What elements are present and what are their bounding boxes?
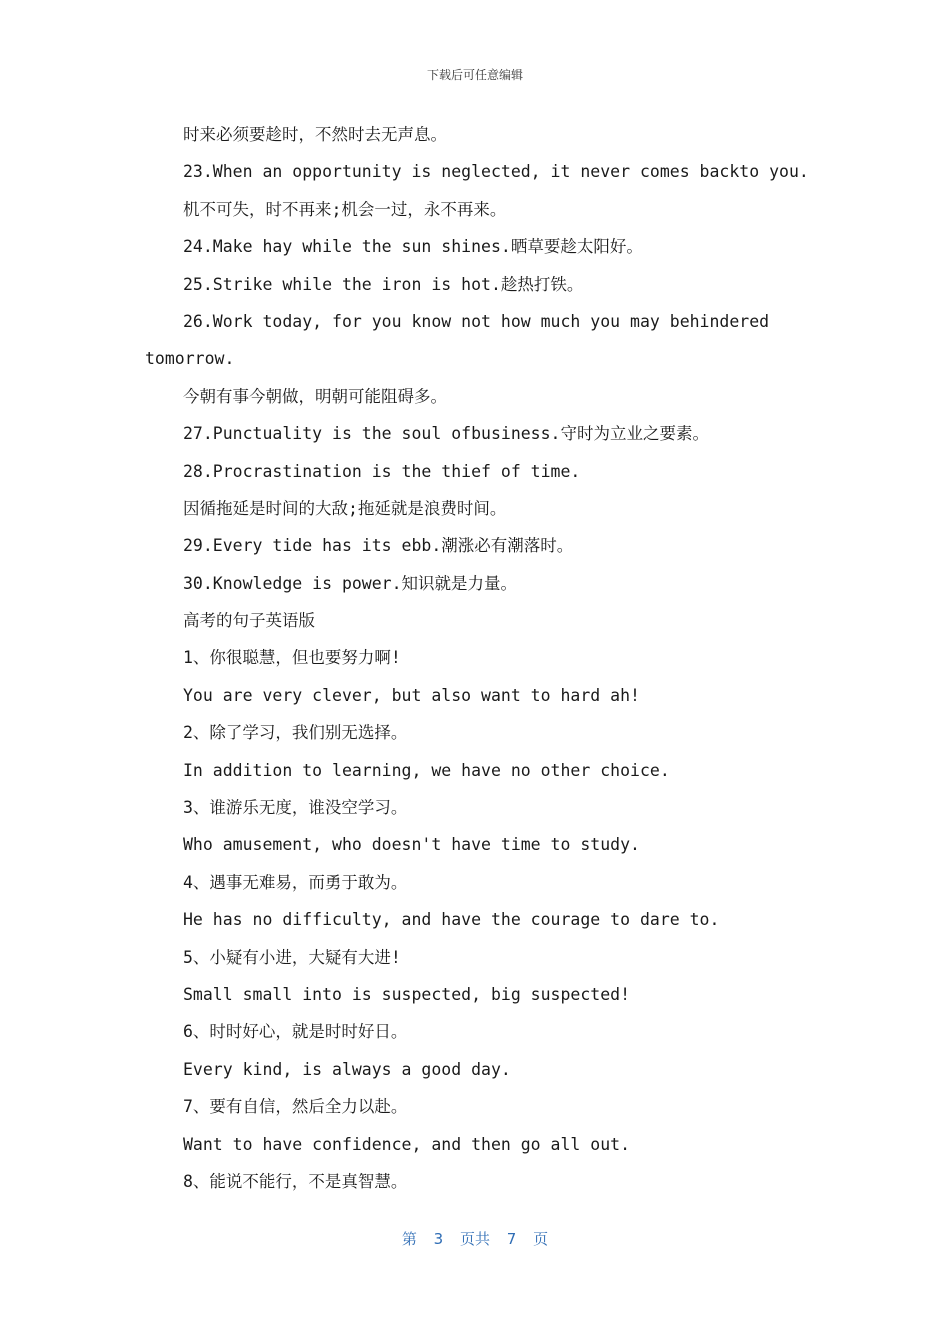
text-line: 23.When an opportunity is neglected, it never comes backto you. bbox=[183, 162, 809, 182]
text-line: 8、能说不能行，不是真智慧。 bbox=[183, 1171, 408, 1191]
footer-label-ye: 页 bbox=[533, 1230, 549, 1248]
text-line: 7、要有自信，然后全力以赴。 bbox=[183, 1097, 408, 1117]
text-line: Who amusement, who doesn't have time to study. bbox=[183, 835, 640, 855]
text-line: You are very clever, but also want to hard ah! bbox=[183, 685, 640, 705]
text-line: 24.Make hay while the sun shines.晒草要趁太阳好。 bbox=[183, 237, 643, 257]
text-line: 高考的句子英语版 bbox=[183, 611, 315, 631]
text-line: 3、谁游乐无度，谁没空学习。 bbox=[183, 798, 408, 818]
text-line: Small small into is suspected, big suspected! bbox=[183, 984, 631, 1004]
document-body bbox=[0, 116, 950, 1200]
text-line: 5、小疑有小进，大疑有大进! bbox=[183, 947, 401, 967]
footer-label-di: 第 bbox=[401, 1230, 417, 1248]
current-page-number: 3 bbox=[433, 1230, 444, 1248]
text-line: 时来必须要趁时，不然时去无声息。 bbox=[183, 125, 447, 144]
text-line: 1、你很聪慧，但也要努力啊! bbox=[183, 648, 401, 668]
text-line: Want to have confidence, and then go all out. bbox=[183, 1134, 631, 1154]
text-line: 27.Punctuality is the soul ofbusiness.守时为立业之要素。 bbox=[183, 424, 709, 444]
footer-label-ye-gong: 页共 bbox=[459, 1230, 490, 1248]
text-line: He has no difficulty, and have the courage to dare to. bbox=[183, 910, 720, 930]
text-line: 30.Knowledge is power.知识就是力量。 bbox=[183, 573, 518, 593]
text-line: In addition to learning, we have no other choice. bbox=[183, 760, 670, 780]
text-line: Every kind, is always a good day. bbox=[183, 1059, 511, 1079]
total-page-count: 7 bbox=[506, 1230, 517, 1248]
text-line: tomorrow. bbox=[145, 349, 235, 369]
text-line: 6、时时好心，就是时时好日。 bbox=[183, 1022, 408, 1042]
text-line: 今朝有事今朝做，明朝可能阻碍多。 bbox=[183, 386, 447, 406]
text-line: 29.Every tide has its ebb.潮涨必有潮落时。 bbox=[183, 536, 574, 556]
page-footer bbox=[0, 1228, 950, 1249]
text-line: 25.Strike while the iron is hot.趁热打铁。 bbox=[183, 274, 584, 294]
text-line: 2、除了学习，我们别无选择。 bbox=[183, 723, 408, 743]
text-line: 26.Work today, for you know not how much you may behindered bbox=[183, 311, 770, 331]
page-header: 下载后可任意编辑 bbox=[426, 68, 523, 82]
text-line: 28.Procrastination is the thief of time. bbox=[183, 461, 581, 481]
text-line: 因循拖延是时间的大敌;拖延就是浪费时间。 bbox=[183, 498, 507, 518]
text-line: 4、遇事无难易，而勇于敢为。 bbox=[183, 872, 408, 892]
text-line: 机不可失，时不再来;机会一过，永不再来。 bbox=[183, 199, 507, 219]
